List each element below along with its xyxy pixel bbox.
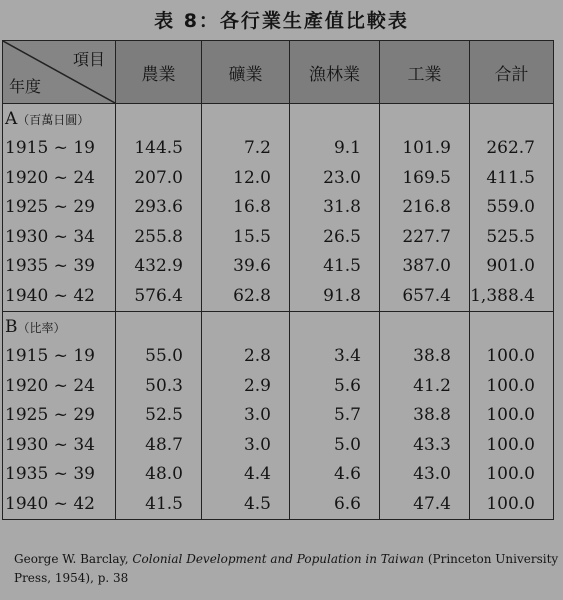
value-cell: 12.0 <box>233 167 271 188</box>
value-cell: 48.7 <box>145 434 183 455</box>
source-citation <box>14 550 559 588</box>
value-cell: 169.5 <box>402 167 451 188</box>
value-cell: 262.7 <box>486 138 535 158</box>
value-column <box>290 104 380 312</box>
value-cell: 559.0 <box>486 197 535 217</box>
value-cell: 1,388.4 <box>470 285 535 306</box>
value-cell: 26.5 <box>323 226 361 247</box>
value-cell: 55.0 <box>145 346 183 366</box>
value-column <box>116 312 202 520</box>
year-cell: 1940 ~ 42 <box>5 285 95 306</box>
value-cell: 100.0 <box>486 346 535 366</box>
year-cell: 1925 ~ 29 <box>5 405 95 425</box>
value-cell: 432.9 <box>134 256 183 276</box>
value-cell: 101.9 <box>402 138 451 158</box>
value-column <box>470 104 554 312</box>
value-column <box>380 312 470 520</box>
value-cell: 100.0 <box>486 434 535 455</box>
year-cell: 1920 ~ 24 <box>5 375 95 396</box>
value-column <box>116 104 202 312</box>
value-cell: 41.2 <box>413 375 451 396</box>
corner-header <box>3 41 116 104</box>
year-cell: 1915 ~ 19 <box>5 138 95 158</box>
value-cell: 5.0 <box>333 434 361 455</box>
value-cell: 43.3 <box>413 434 451 455</box>
value-cell: 5.7 <box>333 405 361 425</box>
value-cell: 144.5 <box>134 138 183 158</box>
value-cell: 41.5 <box>323 256 361 276</box>
value-column <box>380 104 470 312</box>
year-column <box>3 312 116 520</box>
value-cell: 387.0 <box>402 256 451 276</box>
value-cell: 100.0 <box>486 375 535 396</box>
value-cell: 43.0 <box>413 464 451 484</box>
year-cell: 1920 ~ 24 <box>5 167 95 188</box>
value-cell: 41.5 <box>145 493 183 514</box>
value-cell: 39.6 <box>233 256 271 276</box>
col-header-agriculture: 農業 <box>116 41 202 104</box>
value-cell: 6.6 <box>333 493 361 514</box>
value-cell: 38.8 <box>413 346 451 366</box>
value-cell: 3.4 <box>333 346 361 366</box>
value-cell: 207.0 <box>134 167 183 188</box>
value-cell: 255.8 <box>134 226 183 247</box>
value-cell: 525.5 <box>486 226 535 247</box>
value-cell: 23.0 <box>323 167 361 188</box>
value-cell: 576.4 <box>134 285 183 306</box>
col-header-industry: 工業 <box>380 41 470 104</box>
year-cell: 1935 ~ 39 <box>5 256 95 276</box>
value-cell: 62.8 <box>233 285 271 306</box>
value-cell: 100.0 <box>486 464 535 484</box>
value-column <box>202 312 290 520</box>
source-book-title: Colonial Development and Population in Taiwan <box>132 552 425 566</box>
value-cell: 4.6 <box>333 464 361 484</box>
value-cell: 3.0 <box>243 405 271 425</box>
header-row <box>3 41 554 104</box>
year-column <box>3 104 116 312</box>
value-cell: 100.0 <box>486 405 535 425</box>
year-cell: 1915 ~ 19 <box>5 346 95 366</box>
corner-item-label: 項目 <box>72 50 105 69</box>
value-cell: 31.8 <box>323 197 361 217</box>
section-label <box>3 312 115 342</box>
col-header-total: 合計 <box>470 41 554 104</box>
value-cell: 38.8 <box>413 405 451 425</box>
value-cell: 9.1 <box>333 138 361 158</box>
production-table <box>2 40 554 520</box>
year-cell: 1940 ~ 42 <box>5 493 95 514</box>
section-a <box>3 104 554 312</box>
section-unit-note: （比率） <box>17 321 66 335</box>
table-title: 表 8：各行業生產值比較表 <box>154 10 409 32</box>
col-header-mining: 礦業 <box>202 41 290 104</box>
value-cell: 15.5 <box>233 226 271 247</box>
source-publisher-2: Press, 1954), p. 38 <box>14 571 129 585</box>
source-author: George W. Barclay, <box>14 552 133 566</box>
year-cell: 1925 ~ 29 <box>5 197 95 217</box>
value-cell: 293.6 <box>134 197 183 217</box>
value-cell: 4.4 <box>243 464 271 484</box>
section-unit-note: （百萬日圓） <box>17 113 90 127</box>
corner-year-label: 年度 <box>9 77 42 96</box>
value-cell: 411.5 <box>486 167 535 188</box>
value-cell: 2.9 <box>243 375 271 396</box>
value-cell: 657.4 <box>402 285 451 306</box>
value-column <box>470 312 554 520</box>
year-cell: 1930 ~ 34 <box>5 434 95 455</box>
source-publisher-1: (Princeton University <box>424 552 559 566</box>
value-cell: 216.8 <box>402 197 451 217</box>
value-cell: 227.7 <box>402 226 451 247</box>
value-cell: 901.0 <box>486 256 535 276</box>
value-cell: 3.0 <box>243 434 271 455</box>
section-letter: A <box>5 109 18 129</box>
section-label <box>3 104 115 134</box>
year-cell: 1935 ~ 39 <box>5 464 95 484</box>
value-cell: 91.8 <box>323 285 361 306</box>
value-cell: 16.8 <box>233 197 271 217</box>
value-cell: 48.0 <box>145 464 183 484</box>
section-letter: B <box>5 317 18 337</box>
value-cell: 52.5 <box>145 405 183 425</box>
value-cell: 4.5 <box>243 493 271 514</box>
value-column <box>202 104 290 312</box>
value-cell: 5.6 <box>333 375 361 396</box>
value-cell: 2.8 <box>243 346 271 366</box>
value-cell: 47.4 <box>413 493 451 514</box>
section-b <box>3 312 554 520</box>
col-header-fishery-forestry: 漁林業 <box>290 41 380 104</box>
year-cell: 1930 ~ 34 <box>5 226 95 247</box>
value-cell: 50.3 <box>145 375 183 396</box>
value-column <box>290 312 380 520</box>
value-cell: 7.2 <box>243 138 271 158</box>
value-cell: 100.0 <box>486 493 535 514</box>
